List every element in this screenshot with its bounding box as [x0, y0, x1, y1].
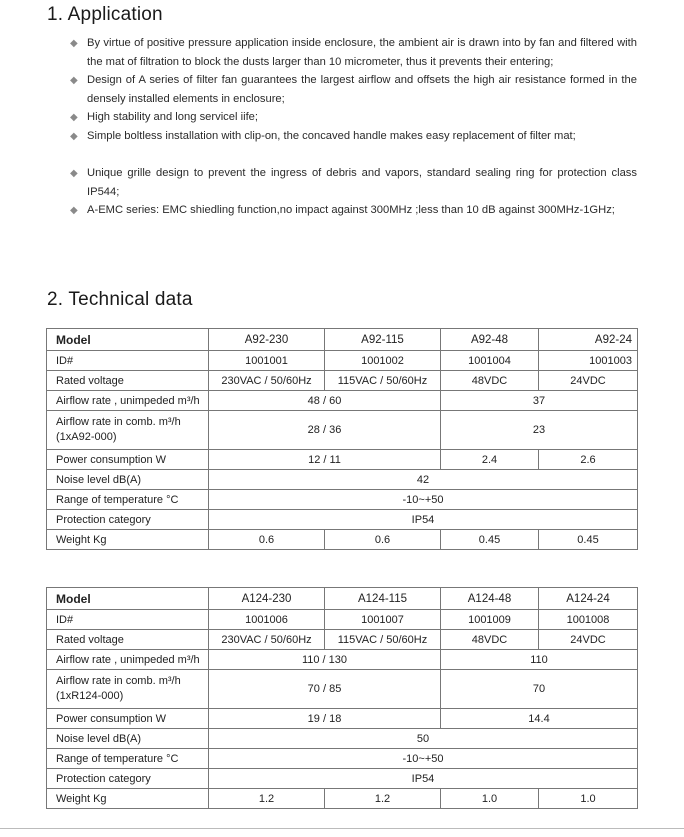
diamond-bullet-icon: ◆ [70, 112, 78, 123]
bullet-item [70, 108, 637, 127]
table-cell: 1001001 [209, 351, 325, 371]
table-cell: 1001007 [325, 610, 441, 630]
table-cell: 110 [441, 650, 638, 670]
diamond-bullet-icon: ◆ [70, 168, 78, 179]
table-row [47, 729, 638, 749]
bullet-item [70, 127, 637, 146]
table-row [47, 630, 638, 650]
table-cell: 115VAC / 50/60Hz [325, 630, 441, 650]
table-header-row [47, 329, 638, 351]
section-application-title: 1. Application [47, 4, 163, 25]
table-row [47, 470, 638, 490]
bullet-text: Unique grille design to prevent the ingress of debris and vapors, standard sealing ring for protection class IP544; [87, 167, 637, 198]
table-cell: -10~+50 [209, 490, 638, 510]
table-cell: 115VAC / 50/60Hz [325, 371, 441, 391]
table-cell: 1001003 [539, 351, 638, 371]
table-row [47, 371, 638, 391]
row-label: Power consumption W [47, 450, 209, 470]
table-row [47, 610, 638, 630]
row-label-main: Airflow rate in comb. m³/h [56, 675, 181, 687]
bullet-text: Design of A series of filter fan guarantees the largest airflow and offsets the high air resistance formed in the densely installed elements in enclosure; [87, 74, 637, 105]
table-cell: 1001008 [539, 610, 638, 630]
header-cell: A92-115 [325, 329, 441, 351]
table-cell: 230VAC / 50/60Hz [209, 371, 325, 391]
bullet-text: Simple boltless installation with clip-on, the concaved handle makes easy replacement of filter mat; [87, 130, 576, 142]
row-label: ID# [47, 351, 209, 371]
header-cell: A124-48 [441, 588, 539, 610]
header-model: Model [47, 329, 209, 351]
row-label: Weight Kg [47, 789, 209, 809]
row-label: Protection category [47, 510, 209, 530]
table-cell: 110 / 130 [209, 650, 441, 670]
header-cell: A92-48 [441, 329, 539, 351]
header-cell: A124-24 [539, 588, 638, 610]
spec-table-a92 [46, 328, 638, 550]
table-cell: 48VDC [441, 630, 539, 650]
table-cell: 19 / 18 [209, 709, 441, 729]
row-label: Rated voltage [47, 630, 209, 650]
table-row [47, 450, 638, 470]
diamond-bullet-icon: ◆ [70, 131, 78, 142]
bullet-item [70, 201, 637, 220]
table-row [47, 510, 638, 530]
diamond-bullet-icon: ◆ [70, 38, 78, 49]
row-label-main: Airflow rate in comb. m³/h [56, 416, 181, 428]
bullet-item [70, 164, 637, 202]
bullet-text: By virtue of positive pressure application inside enclosure, the ambient air is drawn into by fan and filtered with the mat of filtration to block the dusts larger than 10 micrometer, thus it prevents their entering; [87, 37, 637, 68]
table-cell: 0.45 [441, 530, 539, 550]
diamond-bullet-icon: ◆ [70, 75, 78, 86]
section-technical-data-title: 2. Technical data [47, 289, 193, 310]
table-cell: 1.2 [325, 789, 441, 809]
table-cell: 1001002 [325, 351, 441, 371]
row-label: Noise level dB(A) [47, 470, 209, 490]
table-row [47, 490, 638, 510]
row-label: Noise level dB(A) [47, 729, 209, 749]
table-row [47, 769, 638, 789]
bullet-item [70, 34, 637, 72]
table-row [47, 351, 638, 371]
table-cell: 0.6 [209, 530, 325, 550]
table-row [47, 670, 638, 709]
table-cell: 24VDC [539, 630, 638, 650]
bottom-divider [0, 828, 684, 829]
table-row [47, 530, 638, 550]
table-cell: 1.0 [441, 789, 539, 809]
header-model: Model [47, 588, 209, 610]
row-label [47, 670, 209, 709]
table-cell: IP54 [209, 769, 638, 789]
spec-table-a124 [46, 587, 638, 809]
table-cell: 14.4 [441, 709, 638, 729]
table-header-row [47, 588, 638, 610]
row-label-sub: (1xR124-000) [56, 690, 124, 702]
row-label: Airflow rate , unimpeded m³/h [47, 650, 209, 670]
header-cell: A124-230 [209, 588, 325, 610]
table-cell: IP54 [209, 510, 638, 530]
row-label: Range of temperature °C [47, 490, 209, 510]
table-cell: 1001006 [209, 610, 325, 630]
table-row [47, 749, 638, 769]
header-cell: A124-115 [325, 588, 441, 610]
row-label: Protection category [47, 769, 209, 789]
row-label: Range of temperature °C [47, 749, 209, 769]
header-cell: A92-24 [539, 329, 638, 351]
table-cell: 1.0 [539, 789, 638, 809]
row-label [47, 411, 209, 450]
table-cell: 42 [209, 470, 638, 490]
table-cell: 1001004 [441, 351, 539, 371]
header-cell: A92-230 [209, 329, 325, 351]
table-cell: 0.45 [539, 530, 638, 550]
bullet-text: High stability and long servicel iife; [87, 111, 259, 123]
row-label-sub: (1xA92-000) [56, 431, 117, 443]
table-cell: 230VAC / 50/60Hz [209, 630, 325, 650]
table-cell: 70 [441, 670, 638, 709]
row-label: Weight Kg [47, 530, 209, 550]
table-cell: 48 / 60 [209, 391, 441, 411]
table-cell: 2.4 [441, 450, 539, 470]
bullet-item [70, 71, 637, 109]
diamond-bullet-icon: ◆ [70, 205, 78, 216]
table-cell: 12 / 11 [209, 450, 441, 470]
row-label: ID# [47, 610, 209, 630]
table-cell: 24VDC [539, 371, 638, 391]
table-cell: 1001009 [441, 610, 539, 630]
table-cell: 50 [209, 729, 638, 749]
table-row [47, 411, 638, 450]
table-cell: 23 [441, 411, 638, 450]
table-cell: 70 / 85 [209, 670, 441, 709]
table-cell: 37 [441, 391, 638, 411]
bullet-text: A-EMC series: EMC shiedling function,no impact against 300MHz ;less than 10 dB against 300MHz-1GHz; [87, 204, 615, 216]
row-label: Airflow rate , unimpeded m³/h [47, 391, 209, 411]
table-cell: -10~+50 [209, 749, 638, 769]
table-row [47, 391, 638, 411]
table-row [47, 650, 638, 670]
table-cell: 28 / 36 [209, 411, 441, 450]
table-cell: 48VDC [441, 371, 539, 391]
table-cell: 0.6 [325, 530, 441, 550]
row-label: Rated voltage [47, 371, 209, 391]
table-cell: 1.2 [209, 789, 325, 809]
table-row [47, 789, 638, 809]
table-row [47, 709, 638, 729]
row-label: Power consumption W [47, 709, 209, 729]
table-cell: 2.6 [539, 450, 638, 470]
